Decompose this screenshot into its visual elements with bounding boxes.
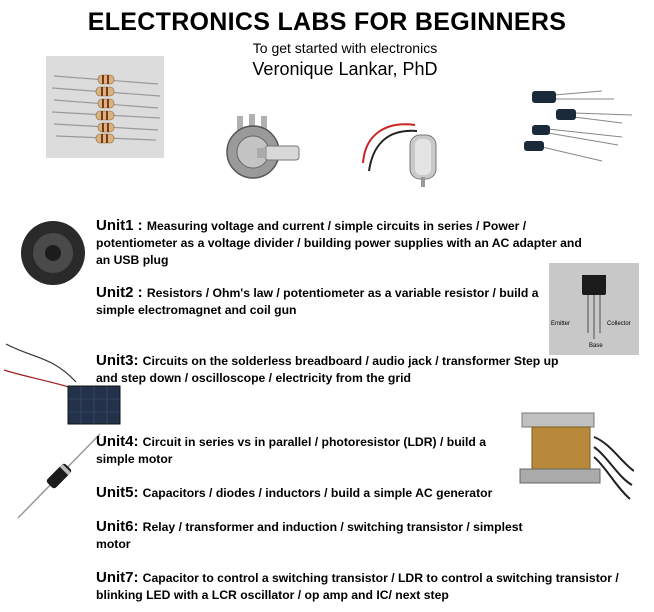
potentiometer-image xyxy=(215,110,305,190)
unit-6-text: Relay / transformer and induction / switching transistor / simplest motor xyxy=(96,520,523,551)
unit-3-heading: Unit3: xyxy=(96,352,143,369)
speaker-image xyxy=(18,218,88,288)
author-name: Veronique Lankar, PhD xyxy=(252,59,438,79)
transistor-image xyxy=(549,263,639,355)
unit-4-heading: Unit4: xyxy=(96,433,143,450)
diode-image xyxy=(14,428,104,522)
unit-3 xyxy=(96,352,566,387)
unit-7-heading: Unit7: xyxy=(96,569,143,586)
dc-motor-image xyxy=(355,115,455,195)
base-label: Base xyxy=(589,343,603,349)
unit-2-heading: Unit2 : xyxy=(96,284,147,301)
unit-1 xyxy=(96,217,591,269)
unit-4-text: Circuit in series vs in parallel / photoresistor (LDR) / build a simple motor xyxy=(96,435,487,466)
unit-7-text: Capacitor to control a switching transistor / LDR to control a switching transistor / blinking LED with a LCR oscillator / op amp and IC/ next step xyxy=(96,571,619,602)
unit-5-text: Capacitors / diodes / inductors / build a simple AC generator xyxy=(142,486,493,500)
unit-4 xyxy=(96,433,496,468)
unit-6-heading: Unit6: xyxy=(96,518,143,535)
page-subtitle: To get started with electronics xyxy=(252,40,438,56)
unit-1-heading: Unit1 : xyxy=(96,217,147,234)
unit-3-text: Circuits on the solderless breadboard / audio jack / transformer Step up and step down / oscilloscope / electricity from the grid xyxy=(96,354,559,385)
unit-6 xyxy=(96,518,526,553)
unit-5-heading: Unit5: xyxy=(96,484,143,501)
unit-5 xyxy=(96,484,556,502)
collector-label: Collector xyxy=(607,321,631,327)
unit-7 xyxy=(96,569,636,604)
page-title: ELECTRONICS LABS FOR BEGINNERS xyxy=(87,8,567,36)
capacitors-image xyxy=(522,85,640,165)
unit-2 xyxy=(96,284,556,319)
resistors-image xyxy=(46,56,164,158)
emitter-label: Emitter xyxy=(551,321,571,327)
unit-1-text: Measuring voltage and current / simple circuits in series / Power / potentiometer as a voltage divider / building power supplies with an AC adapter and an USB plug xyxy=(96,219,582,267)
unit-2-text: Resistors / Ohm's law / potentiometer as a variable resistor / build a simple electromagnet and coil gun xyxy=(96,286,539,317)
